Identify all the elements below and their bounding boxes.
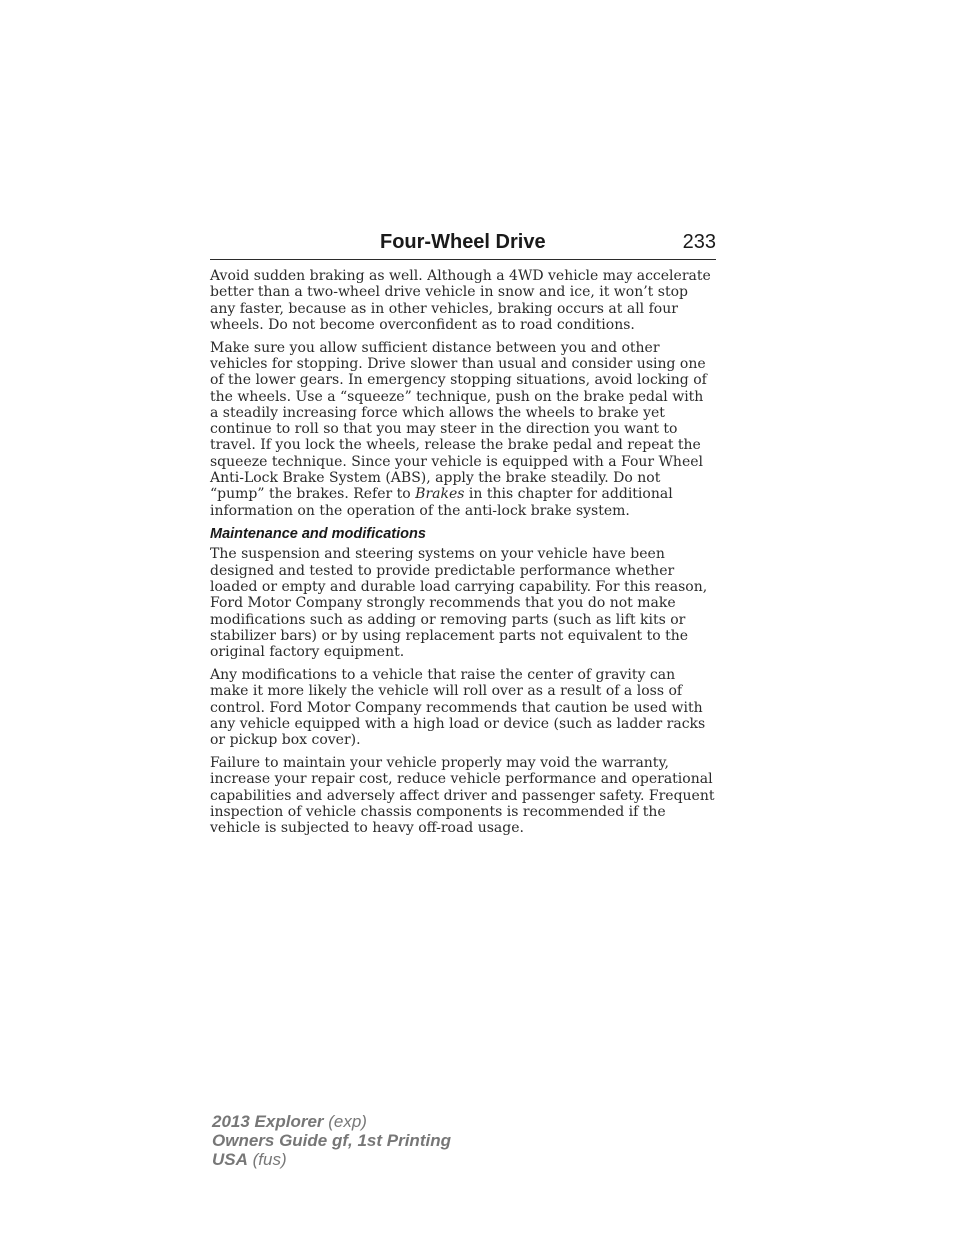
brakes-reference: Brakes	[415, 486, 465, 503]
footer-line-model: 2013 Explorer (exp)	[212, 1112, 367, 1131]
section-title: Four-Wheel Drive	[380, 231, 546, 253]
page-footer	[212, 1112, 451, 1169]
page-header	[210, 229, 716, 260]
footer-line-guide: Owners Guide gf, 1st Printing	[212, 1131, 451, 1150]
subsection-heading: Maintenance and modifications	[210, 526, 426, 543]
footer-line-market: USA (fus)	[212, 1150, 287, 1169]
page-number: 233	[682, 231, 716, 253]
page-body	[210, 268, 716, 843]
paragraph-stopping-distance	[210, 340, 716, 519]
paragraph-text: Make sure you allow sufficient distance between you and other vehicles for stopping. Drive slower than usual and consider using one of the lower gears. In emergency stopping situations, avoid locking of the wheels. Use a “squeeze” technique, push on the brake pedal with a steadily increasing force which allows the wheels to brake yet continue to roll so that you may steer in the direction you want to travel. If you lock the wheels, release the brake pedal and repeat the squeeze technique. Since your vehicle is equipped with a Four Wheel Anti-Lock Brake System (ABS), apply the brake steadily. Do not “pump” the brakes. Refer to	[210, 339, 707, 503]
paragraph-braking: Avoid sudden braking as well. Although a 4WD vehicle may accelerate better than a two-wheel drive vehicle in snow and ice, it won’t stop any faster, because as in other vehicles, braking occurs at all four wheels. Do not become overconfident as to road conditions.	[210, 268, 711, 333]
paragraph-suspension: The suspension and steering systems on your vehicle have been designed and tested to provide predictable performance whether loaded or empty and durable load carrying capability. For this reason, Ford Motor Company strongly recommends that you do not make modifications such as adding or removing parts (such as lift kits or stabilizer bars) or by using replacement parts not equivalent to the original factory equipment.	[210, 546, 708, 661]
paragraph-text: in this chapter for additional information on the operation of the anti-lock brake system.	[210, 486, 673, 519]
paragraph-modifications: Any modifications to a vehicle that raise the center of gravity can make it more likely the vehicle will roll over as a result of a loss of control. Ford Motor Company recommends that caution be used with any vehicle equipped with a high load or device (such as ladder racks or pickup box cover).	[210, 667, 706, 749]
paragraph-maintenance: Failure to maintain your vehicle properly may void the warranty, increase your repair cost, reduce vehicle performance and operational capabilities and adversely affect driver and passenger safety. Frequent inspection of vehicle chassis components is recommended if the vehicle is subjected to heavy off-road usage.	[210, 755, 715, 837]
